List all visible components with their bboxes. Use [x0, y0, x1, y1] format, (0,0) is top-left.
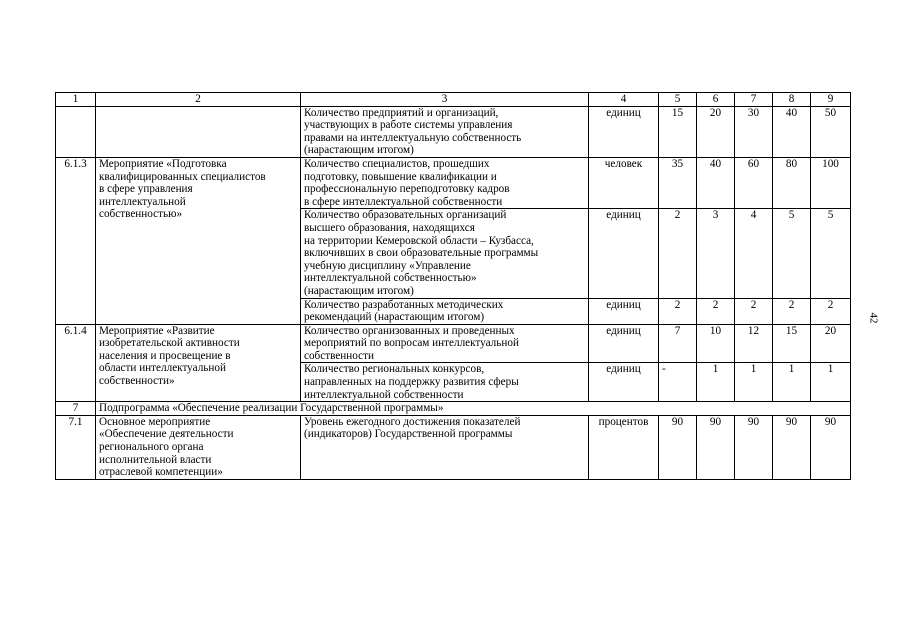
value-cell: 60 — [735, 157, 773, 208]
unit-cell: единиц — [589, 106, 659, 157]
value-cell: 30 — [735, 106, 773, 157]
header-cell: 2 — [96, 93, 301, 107]
value-cell: 4 — [735, 209, 773, 298]
value-cell: 90 — [659, 415, 697, 479]
subprogram-number: 7 — [56, 402, 96, 416]
value-cell: 80 — [773, 157, 811, 208]
table-row — [56, 324, 851, 363]
value-cell: 1 — [697, 363, 735, 402]
value-cell: 90 — [811, 415, 851, 479]
value-cell: 100 — [811, 157, 851, 208]
value-cell: 40 — [697, 157, 735, 208]
unit-cell: человек — [589, 157, 659, 208]
table-row — [56, 106, 851, 157]
header-cell: 8 — [773, 93, 811, 107]
header-cell: 6 — [697, 93, 735, 107]
measure-name: Мероприятие «Развитие изобретательской активности населения и просвещение в области интеллектуальной собственности» — [96, 324, 301, 402]
measure-number: 7.1 — [56, 415, 96, 479]
header-row — [56, 93, 851, 107]
value-cell: 15 — [659, 106, 697, 157]
header-cell: 7 — [735, 93, 773, 107]
unit-cell: единиц — [589, 209, 659, 298]
value-cell: 10 — [697, 324, 735, 363]
value-cell: 1 — [811, 363, 851, 402]
header-cell: 9 — [811, 93, 851, 107]
value-cell: 90 — [735, 415, 773, 479]
unit-cell: процентов — [589, 415, 659, 479]
value-cell: 2 — [697, 298, 735, 324]
value-cell: 20 — [811, 324, 851, 363]
table-row — [56, 415, 851, 479]
empty-name-cell — [96, 106, 301, 157]
measure-number: 6.1.4 — [56, 324, 96, 402]
header-cell: 4 — [589, 93, 659, 107]
value-cell: 5 — [811, 209, 851, 298]
header-cell: 5 — [659, 93, 697, 107]
value-cell: 2 — [659, 298, 697, 324]
table-row — [56, 157, 851, 208]
unit-cell: единиц — [589, 363, 659, 402]
unit-cell: единиц — [589, 324, 659, 363]
subprogram-row — [56, 402, 851, 416]
indicator-cell: Количество организованных и проведенных мероприятий по вопросам интеллектуальной собственности — [301, 324, 589, 363]
value-cell: 2 — [735, 298, 773, 324]
indicator-cell: Количество образовательных организаций высшего образования, находящихся на территории Кемеровской области – Кузбасса, включивших в свои образовательные программы учебную дисциплину «Управление интеллектуальной собственностью» (нарастающим итогом) — [301, 209, 589, 298]
indicator-cell: Количество специалистов, прошедших подготовку, повышение квалификации и профессиональную переподготовку кадров в сфере интеллектуальной собственности — [301, 157, 589, 208]
value-cell: 2 — [811, 298, 851, 324]
value-cell: 5 — [773, 209, 811, 298]
value-cell: 2 — [659, 209, 697, 298]
page-number: 42 — [867, 312, 880, 324]
value-cell: 1 — [735, 363, 773, 402]
indicators-table — [55, 92, 851, 480]
measure-number: 6.1.3 — [56, 157, 96, 324]
value-cell: 20 — [697, 106, 735, 157]
header-cell: 1 — [56, 93, 96, 107]
value-cell: 90 — [697, 415, 735, 479]
value-cell: 35 — [659, 157, 697, 208]
subprogram-title: Подпрограмма «Обеспечение реализации Государственной программы» — [96, 402, 851, 416]
value-cell: 15 — [773, 324, 811, 363]
value-cell: 12 — [735, 324, 773, 363]
indicator-cell: Количество разработанных методических рекомендаций (нарастающим итогом) — [301, 298, 589, 324]
empty-num-cell — [56, 106, 96, 157]
value-cell: 3 — [697, 209, 735, 298]
indicator-cell: Количество предприятий и организаций, участвующих в работе системы управления правами на интеллектуальную собственность (нарастающим итогом) — [301, 106, 589, 157]
unit-cell: единиц — [589, 298, 659, 324]
value-cell: 2 — [773, 298, 811, 324]
value-cell: 40 — [773, 106, 811, 157]
measure-name: Основное мероприятие «Обеспечение деятельности регионального органа исполнительной власти отраслевой компетенции» — [96, 415, 301, 479]
value-cell: 90 — [773, 415, 811, 479]
measure-name: Мероприятие «Подготовка квалифицированных специалистов в сфере управления интеллектуальной собственностью» — [96, 157, 301, 324]
value-cell: 1 — [773, 363, 811, 402]
value-cell: 7 — [659, 324, 697, 363]
value-cell: - — [659, 363, 697, 402]
value-cell: 50 — [811, 106, 851, 157]
header-cell: 3 — [301, 93, 589, 107]
indicator-cell: Количество региональных конкурсов, направленных на поддержку развития сферы интеллектуальной собственности — [301, 363, 589, 402]
indicator-cell: Уровень ежегодного достижения показателей (индикаторов) Государственной программы — [301, 415, 589, 479]
